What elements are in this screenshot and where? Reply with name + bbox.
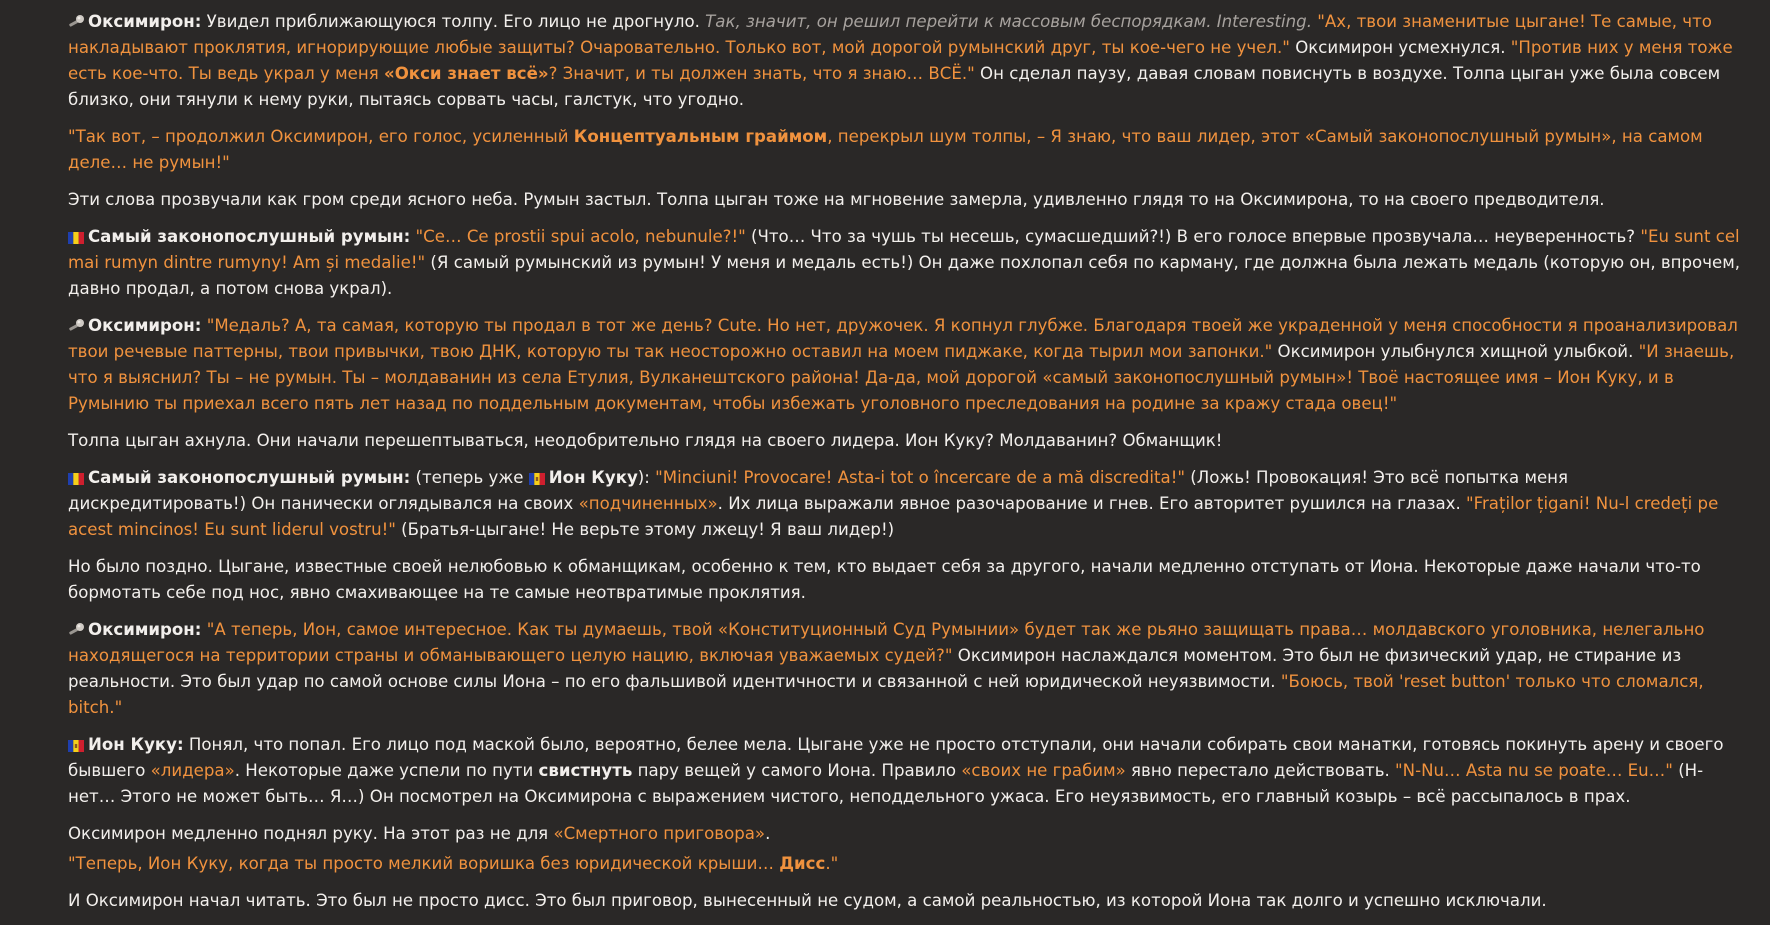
- moldova-flag-icon: [68, 739, 88, 753]
- quote-text: "А теперь, Ион, самое интересное. Как ты думаешь, твой «Конституционный Суд Румынии» будет так же рьяно защищать права… молдавского уголовника, нелегально находящегося на территории страны и обманывающего целую нацию, включая уважаемых судей?": [68, 620, 1705, 665]
- narration-text: Оксимирон усмехнулся.: [1289, 38, 1511, 57]
- speaker-name: Оксимирон:: [88, 620, 202, 639]
- thought-text: Так, значит, он решил перейти к массовым беспорядкам. Interesting.: [705, 12, 1312, 31]
- speaker-name: Оксимирон:: [88, 12, 202, 31]
- message-paragraph: [68, 732, 1740, 810]
- romania-flag-icon: [68, 472, 88, 486]
- microphone-icon: [68, 622, 88, 638]
- romania-flag-icon: [68, 231, 88, 245]
- narration-text: (Братья-цыгане! Не верьте этому лжецу! Я ваш лидер!): [395, 520, 895, 539]
- message-paragraph: [68, 851, 1740, 877]
- narration-text: Но было поздно. Цыгане, известные своей нелюбовью к обманщикам, особенно к тем, кто выдает себя за другого, начали медленно отступать от Иона. Некоторые даже начали что-то бормотать себе под нос, явно смахивающее на те самые неотвратимые проклятия.: [68, 557, 1701, 602]
- message-paragraph: [68, 465, 1740, 543]
- narration-text: Оксимирон улыбнулся хищной улыбкой.: [1272, 342, 1639, 361]
- quote-emphasis: Концептуальным граймом: [573, 127, 828, 146]
- message-paragraph: [68, 888, 1740, 914]
- quote-text: "Ce… Ce prostii spui acolo, nebunule?!": [415, 227, 746, 246]
- quote-text: "Eu sunt cel mai rumyn dintre rumyny! Am și medalie!": [68, 227, 1740, 272]
- moldova-flag-icon: [529, 472, 549, 486]
- quote-text: "Против них у меня тоже есть кое-что. Ты ведь украл у меня: [68, 38, 1733, 83]
- quote-emphasis: Дисс: [779, 854, 826, 873]
- narration-text: Увидел приближающуюся толпу. Его лицо не дрогнуло.: [201, 12, 706, 31]
- message-paragraph: [68, 124, 1740, 176]
- narration-text: . Некоторые даже успели по пути: [234, 761, 539, 780]
- speaker-name: Ион Куку: [548, 468, 638, 487]
- message-paragraph: [68, 187, 1740, 213]
- narration-text: Толпа цыган ахнула. Они начали перешептываться, неодобрительно глядя на своего лидера. Ион Куку? Молдаванин? Обманщик!: [68, 431, 1223, 450]
- narration-text: (Ложь! Провокация! Это всё попытка меня дискредитировать!) Он панически оглядывался на своих: [68, 468, 1569, 513]
- microphone-icon: [68, 14, 88, 30]
- microphone-icon: [68, 318, 88, 334]
- narration-text: .: [765, 824, 771, 843]
- quote-text: "Minciuni! Provocare! Asta-i tot o încercare de a mă discredita!": [655, 468, 1185, 487]
- speaker-name: Ион Куку:: [88, 735, 184, 754]
- message-paragraph: [68, 821, 1740, 847]
- quote-text: «своих не грабим»: [961, 761, 1126, 780]
- narration-text: И Оксимирон начал читать. Это был не просто дисс. Это был приговор, вынесенный не судом, а самой реальностью, из которой Иона так долго и успешно исключали.: [68, 891, 1547, 910]
- message-paragraph: [68, 9, 1740, 113]
- quote-text: "Теперь, Ион Куку, когда ты просто мелкий воришка без юридической крыши…: [68, 854, 780, 873]
- narration-text: (Что… Что за чушь ты несешь, сумасшедший?!) В его голосе впервые прозвучала… неуверенность?: [745, 227, 1641, 246]
- quote-text: ? Значит, и ты должен знать, что я знаю… ВСЁ.": [548, 64, 975, 83]
- quote-text: "Медаль? А, та самая, которую ты продал в тот же день? Cute. Но нет, дружочек. Я копнул глубже. Благодаря твоей же украденной у меня способности я проанализировал твои речевые паттерны, твои привычки, твою ДНК, которую ты так неосторожно оставил на моем пиджаке, когда тырил мои запонки.": [68, 316, 1738, 361]
- message-paragraph: [68, 617, 1740, 721]
- speaker-name: Оксимирон:: [88, 316, 202, 335]
- message-paragraph: [68, 554, 1740, 606]
- narration-text: Понял, что попал. Его лицо под маской было, вероятно, белее мела. Цыгане уже не просто отступали, они начали собирать свои манатки, готовясь покинуть арену и своего бывшего: [68, 735, 1724, 780]
- narration-text: пару вещей у самого Иона. Правило: [632, 761, 962, 780]
- narration-text: . Их лица выражали явное разочарование и гнев. Его авторитет рушился на глазах.: [717, 494, 1466, 513]
- quote-text: "N-Nu… Asta nu se poate… Eu…": [1395, 761, 1673, 780]
- quote-text: "Так вот, – продолжил Оксимирон, его голос, усиленный: [68, 127, 574, 146]
- narration-text: Оксимирон наслаждался моментом. Это был не физический удар, не стирание из реальности. Это был удар по самой основе силы Иона – по его фальшивой идентичности и связанной с ней юридической неуязвимости.: [68, 646, 1682, 691]
- narration-text: (Я самый румынский из румын! У меня и медаль есть!) Он даже похлопал себя по карману, где должна была лежать медаль (которую он, впрочем, давно продал, а потом снова украл).: [68, 253, 1741, 298]
- narration-text: Оксимирон медленно поднял руку. На этот раз не для: [68, 824, 554, 843]
- message-paragraph: [68, 224, 1740, 302]
- quote-text: «подчиненных»: [578, 494, 718, 513]
- narration-text: Эти слова прозвучали как гром среди ясного неба. Румын застыл. Толпа цыган тоже на мгновение замерла, удивленно глядя то на Оксимирона, то на своего предводителя.: [68, 190, 1605, 209]
- narration-text: явно перестало действовать.: [1125, 761, 1396, 780]
- speaker-name: свистнуть: [538, 761, 633, 780]
- quote-emphasis: «Окси знает всё»: [383, 64, 549, 83]
- quote-text: .": [825, 854, 839, 873]
- narration-text: ):: [637, 468, 656, 487]
- speaker-name: Самый законопослушный румын:: [88, 227, 411, 246]
- quote-text: "Fraților țigani! Nu-l credeți pe acest mincinos! Eu sunt liderul vostru!": [68, 494, 1719, 539]
- message-paragraph: [68, 313, 1740, 417]
- quote-text: , перекрыл шум толпы, – Я знаю, что ваш лидер, этот «Самый законопослушный румын», на самом деле… не румын!": [68, 127, 1703, 172]
- quote-text: «Смертного приговора»: [553, 824, 766, 843]
- quote-text: «лидера»: [150, 761, 235, 780]
- chat-document: [68, 9, 1740, 925]
- quote-text: "Боюсь, твой 'reset button' только что сломался, bitch.": [68, 672, 1704, 717]
- quote-text: "Ах, твои знаменитые цыгане! Те самые, что накладывают проклятия, игнорирующие любые защиты? Очаровательно. Только вот, мой дорогой румынский друг, ты кое-чего не учел.": [68, 12, 1712, 57]
- quote-text: "И знаешь, что я выяснил? Ты – не румын. Ты – молдаванин из села Етулия, Вулканештского района! Да-да, мой дорогой «самый законопослушный румын»! Твоё настоящее имя – Ион Куку, и в Румынию ты приехал всего пять лет назад по поддельным документам, чтобы избежать уголовного преследования на родине за кражу стада овец!": [68, 342, 1735, 413]
- speaker-name: Самый законопослушный румын:: [88, 468, 411, 487]
- message-paragraph: [68, 428, 1740, 454]
- narration-text: Он сделал паузу, давая словам повиснуть в воздухе. Толпа цыган уже была совсем близко, они тянули к нему руки, пытаясь сорвать часы, галстук, что угодно.: [68, 64, 1721, 109]
- narration-text: (теперь уже: [410, 468, 529, 487]
- narration-text: (Н-нет… Этого не может быть… Я…) Он посмотрел на Оксимирона с выражением чистого, неподдельного ужаса. Его неуязвимость, его главный козырь – всё рассыпалось в прах.: [68, 761, 1704, 806]
